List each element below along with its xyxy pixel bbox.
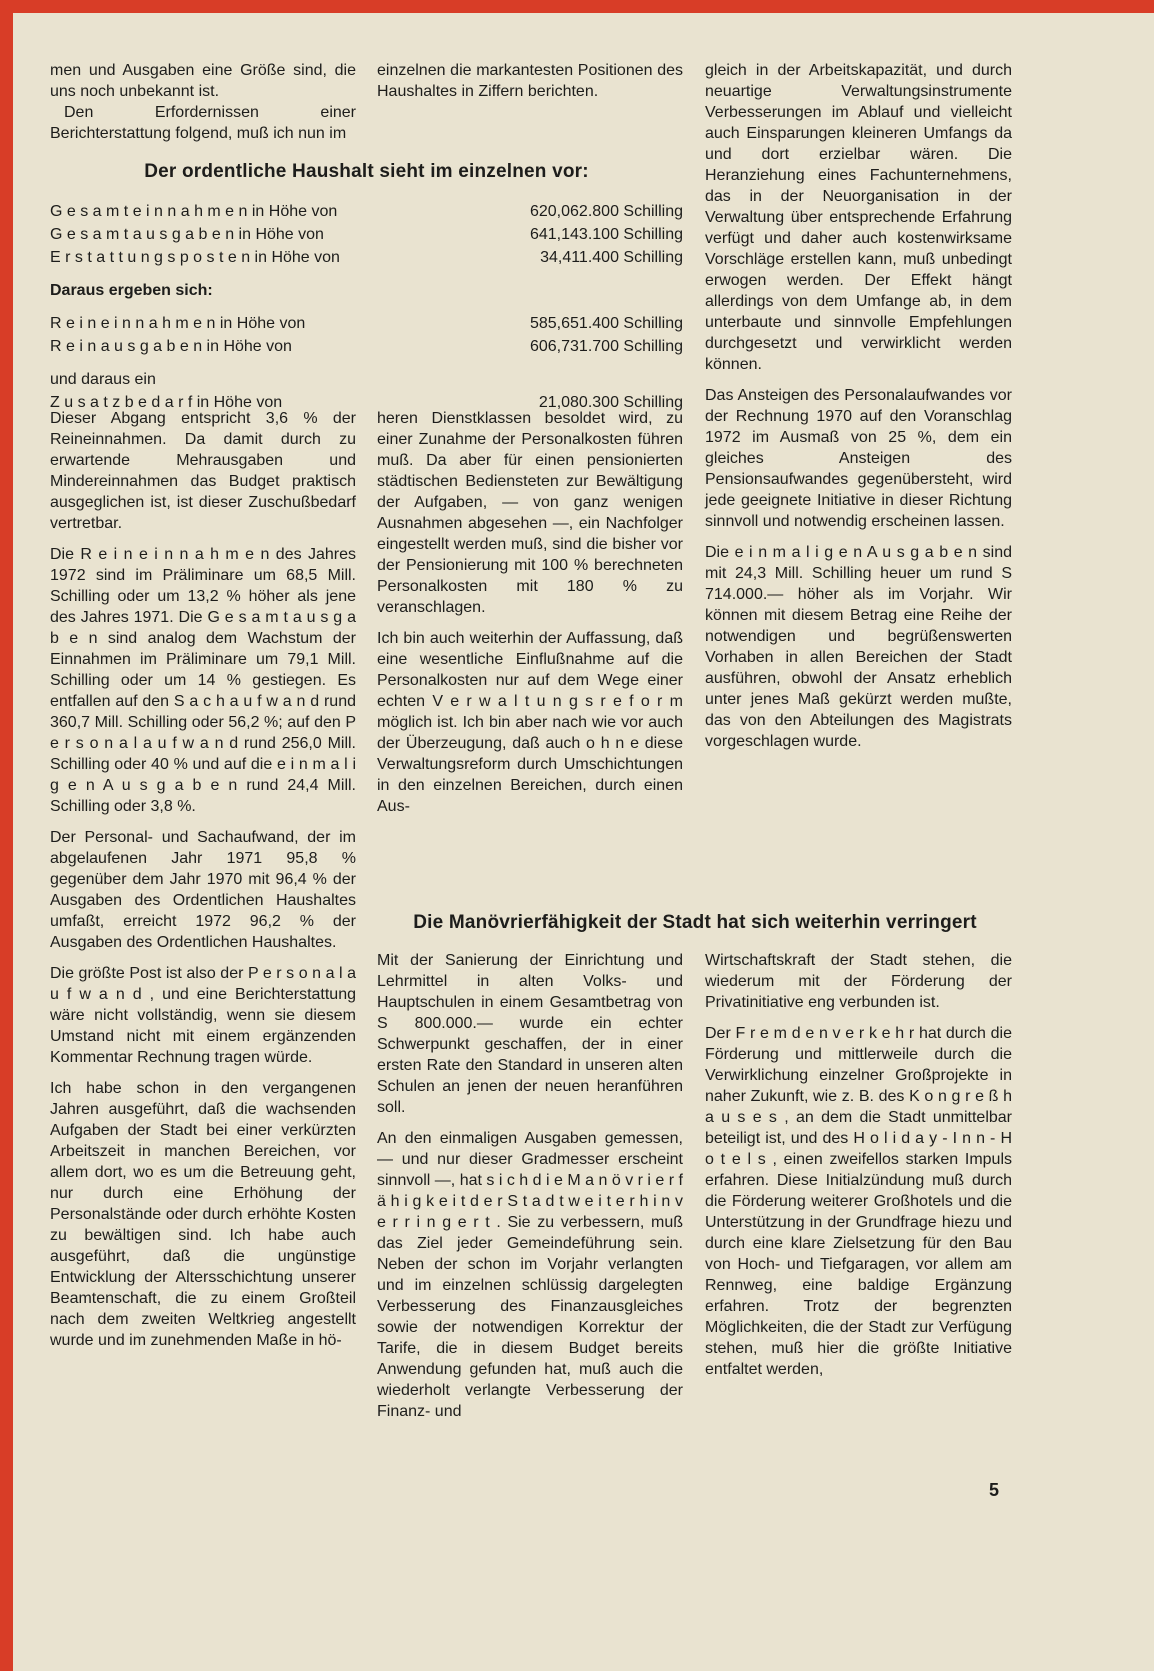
top-red-bar bbox=[0, 0, 1154, 13]
paragraph: gleich in der Arbeitskapazität, und durch neuartige Verwaltungsinstrumente Verbesserungen im Ablauf und vielleicht auch Einsparungen kleineren Umfangs da und dort erzielbar wären. Die Heranziehung eines Fachunternehmens, das in der Neuorganisation in der Verwaltung über entsprechende Erfahrung verfügt und daher auch kostenwirksame Vorschläge erstellen kann, muß unbedingt erwogen werden. Der Effekt hängt allerdings von dem Umfange ab, in dem unterbaute und sinnvolle Empfehlungen durchgesetzt und verwirklicht werden können. bbox=[705, 62, 1012, 373]
paragraph: men und Ausgaben eine Größe sind, die uns noch unbekannt ist. bbox=[50, 62, 356, 100]
section-heading-manoeuvrability: Die Manövrierfähigkeit der Stadt hat sich weiterhin verringert bbox=[413, 912, 977, 933]
row-label: Daraus ergeben sich: bbox=[50, 282, 213, 299]
paragraph: Der F r e m d e n v e r k e h r hat durch die Förderung und mittlerweile durch die Verwirklichung einzelner Großprojekte in naher Zukunft, wie z. B. des K o n g r e ß h a u s e s , an dem die Stadt unmittelbar beteiligt ist, und des H o l i d a y - I n n - H o t e l s , einen zweifellos starken Impuls erfahren. Diese Initialzündung muß durch die Förderung weiterer Großhotels und die Unterstützung in der Grundfrage hiezu und durch eine klare Zielsetzung für den Bau von Hoch- und Tiefgaragen, vor allem am Rennweg, eine baldige Ergänzung erfahren. Trotz der begrenzten Möglichkeiten, die der Stadt zur Verfügung stehen, muß hier die größte Initiative entfaltet werden, bbox=[705, 1025, 1012, 1378]
row-label: R e i n e i n n a h m e n in Höhe von bbox=[50, 315, 306, 332]
column-3-bottom bbox=[705, 950, 1012, 1380]
row-amount: 606,731.700 Schilling bbox=[529, 338, 683, 355]
paragraph: Den Erfordernissen einer Berichterstattung folgend, muß ich nun im bbox=[50, 104, 356, 142]
paragraph: An den einmaligen Ausgaben gemessen, — und nur dieser Gradmesser erscheint sinnvoll —, hat s i c h d i e M a n ö v r i e r f ä h i g k e i t d e r S t a d t w e i t e r h i n v e r r i n g e r t . Sie zu verbessern, muß das Ziel jeder Gemeindeführung sein. Neben der schon im Vorjahr verlangten und im einzelnen schlüssig dargelegten Verbesserung des Finanzausgleiches sowie der notwendigen Korrektur der Tarife, die in diesem Budget bereits Anwendung gefunden hat, muß auch die wiederholt verlangte Verbesserung der Finanz- und bbox=[377, 1130, 683, 1420]
budget-table bbox=[50, 200, 683, 414]
paragraph: heren Dienstklassen besoldet wird, zu einer Zunahme der Personalkosten führen muß. Da aber für einen pensionierten städtischen Bediensteten zur Bewältigung der Aufgaben, — von ganz wenigen Ausnahmen abgesehen —, ein Nachfolger eingestellt werden muß, sind die bisher vor der Pensionierung mit 100 % berechneten Personalkosten mit 180 % zu veranschlagen. bbox=[377, 410, 683, 616]
paragraph: Das Ansteigen des Personalaufwandes vor der Rechnung 1970 auf den Voranschlag 1972 im Ausmaß von 25 %, dem ein gleiches Ansteigen des Pensionsaufwandes gegenübersteht, wird jede geeignete Initiative in dieser Richtung sinnvoll und notwendig erscheinen lassen. bbox=[705, 387, 1012, 530]
row-label: G e s a m t e i n n a h m e n in Höhe von bbox=[50, 203, 338, 220]
column-3-body bbox=[705, 60, 1012, 752]
paragraph: Der Personal- und Sachaufwand, der im abgelaufenen Jahr 1971 95,8 % gegenüber dem Jahr 1970 mit 96,4 % der Ausgaben des Ordentlichen Haushaltes umfaßt, erreicht 1972 96,2 % der Ausgaben des Ordentlichen Haushaltes. bbox=[50, 829, 356, 951]
row-amount: 641,143.100 Schilling bbox=[529, 226, 683, 243]
row-label: Z u s a t z b e d a r f in Höhe von bbox=[50, 394, 283, 411]
table-row bbox=[50, 279, 683, 302]
paragraph: Die R e i n e i n n a h m e n des Jahres 1972 sind im Präliminare um 68,5 Mill. Schilling oder um 13,2 % höher als jene des Jahres 1971. Die G e s a m t a u s g a b e n sind analog dem Wachstum der Einnahmen im Präliminare um 79,1 Mill. Schilling oder um 14 % gestiegen. Es entfallen auf den S a c h a u f w a n d rund 360,7 Mill. Schilling oder 56,2 %; auf den P e r s o n a l a u f w a n d rund 256,0 Mill. Schilling oder 40 % und auf die e i n m a l i g e n A u s g a b e n rund 24,4 Mill. Schilling oder 3,8 %. bbox=[50, 546, 356, 815]
paragraph: Dieser Abgang entspricht 3,6 % der Reineinnahmen. Da damit durch zu erwartende Mehrausgaben und Mindereinnahmen das Budget praktisch ausgeglichen ist, ist dieser Zuschußbedarf vertretbar. bbox=[50, 410, 356, 532]
paragraph: Die größte Post ist also der P e r s o n a l a u f w a n d , und eine Berichterstattung wäre nicht vollständig, wenn sie diesem Umstand nicht mit einem ergänzenden Kommentar Rechnung tragen würde. bbox=[50, 965, 356, 1066]
column-2-body bbox=[377, 408, 683, 817]
paragraph: Die e i n m a l i g e n A u s g a b e n sind mit 24,3 Mill. Schilling heuer um rund S 714.000.— höher als im Vorjahr. Wir können mit diesem Betrag eine Reihe der notwendigen und begrüßenswerten Vorhaben in allen Bereichen der Stadt ausführen, obwohl der Ansatz erheblich unter jenes Maß gekürzt werden mußte, das von den Abteilungen des Magistrats vorgeschlagen wurde. bbox=[705, 544, 1012, 750]
row-amount: 21,080.300 Schilling bbox=[538, 394, 683, 411]
paragraph: Wirtschaftskraft der Stadt stehen, die wiederum mit der Förderung der Privatinitiative eng verbunden ist. bbox=[705, 952, 1012, 1011]
paragraph: Mit der Sanierung der Einrichtung und Lehrmittel in alten Volks- und Hauptschulen in einem Gesamtbetrag von S 800.000.— wurde ein echter Schwerpunkt geschaffen, der in einer ersten Rate den Standard in unseren alten Schulen an jenen der neuen heranführen soll. bbox=[377, 952, 683, 1116]
row-label: und daraus ein bbox=[50, 371, 156, 388]
paragraph: Ich habe schon in den vergangenen Jahren ausgeführt, daß die wachsenden Aufgaben der Stadt bei einer verkürzten Arbeitszeit in manchen Bereichen, vor allem dort, wo es um die Betreuung geht, nur durch eine Erhöhung der Personalstände oder durch erhöhte Kosten zu bewältigen sind. Ich habe auch ausgeführt, daß die ungünstige Entwicklung der Altersschichtung unserer Beamtenschaft, die zu einem Großteil nach dem zweiten Weltkrieg angestellt wurde und im zunehmenden Maße in hö- bbox=[50, 1080, 356, 1349]
paragraph: Ich bin auch weiterhin der Auffassung, daß eine wesentliche Einflußnahme auf die Personalkosten nur auf dem Wege einer echten V e r w a l t u n g s r e f o r m möglich ist. Ich bin aber nach wie vor auch der Überzeugung, daß auch o h n e diese Verwaltungsreform durch Umschichtungen in den einzelnen Bereichen, durch einen Aus- bbox=[377, 630, 683, 815]
row-amount: 620,062.800 Schilling bbox=[529, 203, 683, 220]
row-label: G e s a m t a u s g a b e n in Höhe von bbox=[50, 226, 324, 243]
table-row bbox=[50, 312, 683, 335]
table-row bbox=[50, 246, 683, 269]
table-row bbox=[50, 200, 683, 223]
column-2-intro bbox=[377, 60, 683, 102]
table-row bbox=[50, 335, 683, 358]
page-number: 5 bbox=[989, 1480, 1000, 1500]
row-label: E r s t a t t u n g s p o s t e n in Höhe von bbox=[50, 249, 340, 266]
table-row bbox=[50, 368, 683, 391]
column-1-intro bbox=[50, 60, 356, 144]
column-1-body bbox=[50, 408, 356, 1351]
row-label: R e i n a u s g a b e n in Höhe von bbox=[50, 338, 292, 355]
column-2-bottom bbox=[377, 950, 683, 1422]
section-heading-budget: Der ordentliche Haushalt sieht im einzelnen vor: bbox=[144, 161, 589, 182]
table-row bbox=[50, 223, 683, 246]
row-amount: 34,411.400 Schilling bbox=[540, 249, 683, 266]
left-red-bar bbox=[0, 0, 13, 1671]
paragraph: einzelnen die markantesten Positionen des Haushaltes in Ziffern berichten. bbox=[377, 62, 683, 100]
row-amount: 585,651.400 Schilling bbox=[529, 315, 683, 332]
